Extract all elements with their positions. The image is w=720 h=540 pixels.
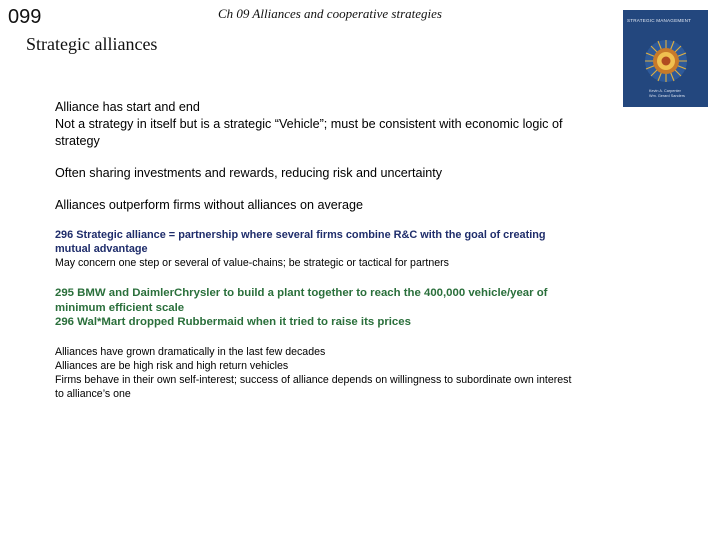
book-cover-image (623, 10, 708, 107)
body-line: Often sharing investments and rewards, reducing risk and uncertainty (55, 166, 443, 180)
example-line: 295 BMW and DaimlerChrysler to build a plant together to reach the 400,000 vehicle/year of minimum efficient scale (55, 287, 548, 314)
book-cover-author: Kevin A. Carpenter (649, 89, 681, 93)
chapter-title: Ch 09 Alliances and cooperative strategies (218, 6, 442, 21)
body-line: Not a strategy in itself but is a strategic “Vehicle”; must be consistent with economic logic of strategy (55, 117, 563, 148)
book-cover-authors (649, 89, 685, 99)
body-line: Alliances have grown dramatically in the last few decades (55, 345, 326, 358)
book-cover-title: STRATEGIC MANAGEMENT (627, 18, 692, 23)
body-line: Alliance has start and end (55, 100, 200, 114)
body-line: Alliances are be high risk and high return vehicles (55, 359, 289, 372)
book-cover-author: Wm. Gerard Sanders (649, 94, 685, 98)
example-line: 296 Wal*Mart dropped Rubbermaid when it tried to raise its prices (55, 316, 411, 328)
body-line: Alliances outperform firms without alliances on average (55, 198, 363, 212)
sunburst-emblem-icon (643, 38, 689, 84)
definition-line: 296 Strategic alliance = partnership where several firms combine R&C with the goal of creating mutual advantage (55, 229, 546, 255)
slide-body (55, 99, 575, 401)
body-line: Firms behave in their own self-interest; success of alliance depends on willingness to subordinate own interest to alliance’s one (55, 373, 572, 400)
slide-number: 099 (8, 6, 42, 28)
body-line: May concern one step or several of value-chains; be strategic or tactical for partners (55, 257, 449, 269)
slide-title: Strategic alliances (26, 34, 158, 54)
